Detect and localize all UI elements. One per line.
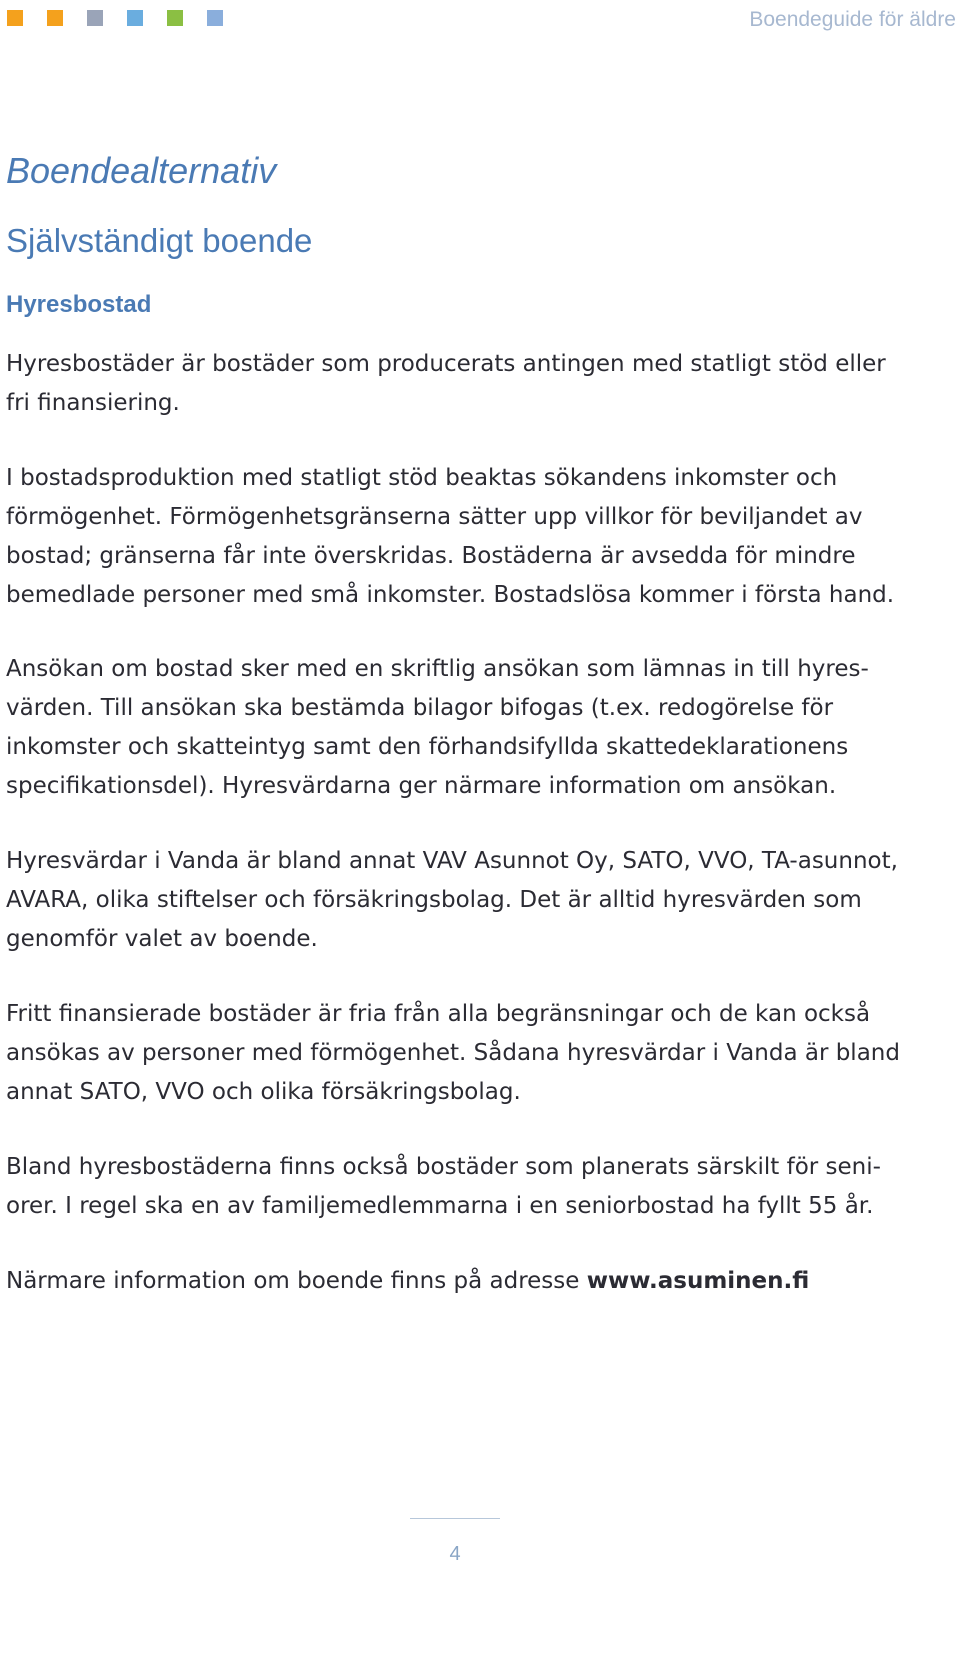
color-square	[207, 10, 223, 26]
page-number: 4	[449, 1543, 461, 1565]
text-line: bostad; gränserna får inte överskridas. Bostäderna är avsedda för mindre	[6, 543, 856, 569]
text-line: annat SATO, VVO och olika försäkringsbolag.	[6, 1079, 521, 1105]
text-line: Fritt finansierade bostäder är fria från alla begränsningar och de kan också	[6, 1001, 871, 1027]
text-line: bemedlade personer med små inkomster. Bostadslösa kommer i första hand.	[6, 582, 895, 608]
paragraph-state-support	[6, 459, 906, 615]
website-link[interactable]: www.asuminen.fi	[586, 1268, 810, 1294]
guide-title: Boendeguide för äldre	[749, 8, 956, 31]
subsection-title: Självständigt boende	[6, 222, 313, 259]
text-line: Ansökan om bostad sker med en skriftlig ansökan som lämnas in till hyres-	[6, 656, 869, 682]
color-square	[167, 10, 183, 26]
text-line: Hyresbostäder är bostäder som producerats antingen med statligt stöd eller	[6, 351, 886, 377]
color-square	[47, 10, 63, 26]
color-square	[7, 10, 23, 26]
text-line	[6, 1262, 906, 1301]
paragraph-rental-intro	[6, 345, 906, 423]
text-line: förmögenhet. Förmögenhetsgränserna sätter upp villkor för beviljandet av	[6, 504, 863, 530]
footer-divider	[410, 1518, 500, 1519]
paragraph-senior-housing	[6, 1148, 906, 1226]
paragraph-application	[6, 650, 906, 806]
color-square	[127, 10, 143, 26]
text-line: genomför valet av boende.	[6, 926, 318, 952]
more-info-text: Närmare information om boende finns på adresse	[6, 1268, 587, 1294]
text-line: inkomster och skatteintyg samt den förhandsifyllda skattedeklarationens	[6, 734, 849, 760]
section-title: Boendealternativ	[6, 150, 277, 191]
topic-title: Hyresbostad	[6, 291, 152, 318]
text-line: ansökas av personer med förmögenhet. Sådana hyresvärdar i Vanda är bland	[6, 1040, 900, 1066]
text-line: värden. Till ansökan ska bestämda bilagor bifogas (t.ex. redogörelse för	[6, 695, 834, 721]
text-line: AVARA, olika stiftelser och försäkringsbolag. Det är alltid hyresvärden som	[6, 887, 862, 913]
paragraph-more-info	[6, 1262, 906, 1301]
paragraph-landlords	[6, 842, 906, 959]
text-line: orer. I regel ska en av familjemedlemmarna i en seniorbostad ha fyllt 55 år.	[6, 1193, 874, 1219]
color-square	[87, 10, 103, 26]
text-line: I bostadsproduktion med statligt stöd beaktas sökandens inkomster och	[6, 465, 838, 491]
text-line: Hyresvärdar i Vanda är bland annat VAV Asunnot Oy, SATO, VVO, TA-asunnot,	[6, 848, 898, 874]
text-line: fri finansiering.	[6, 390, 180, 416]
paragraph-free-financing	[6, 995, 906, 1112]
text-line: Bland hyresbostäderna finns också bostäder som planerats särskilt för seni-	[6, 1154, 881, 1180]
text-line: specifikationsdel). Hyresvärdarna ger närmare information om ansökan.	[6, 773, 837, 799]
